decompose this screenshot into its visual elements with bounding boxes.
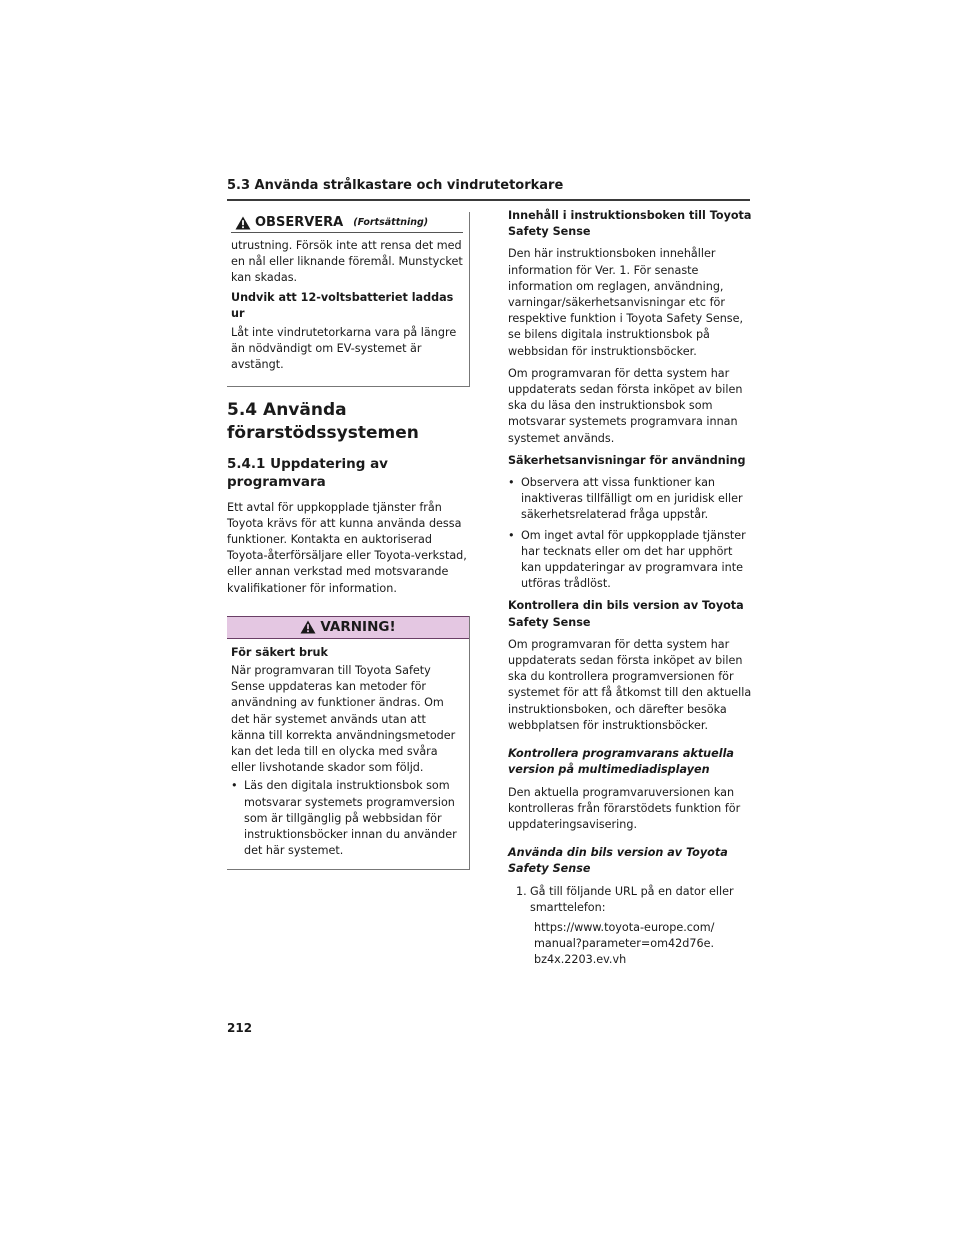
section-title: 5.4 Använda förarstödssystemen (227, 399, 419, 443)
step-text: Gå till följande URL på en dator eller smarttelefon: (530, 884, 734, 914)
list-item: • Om inget avtal för uppkopplade tjänster har tecknats eller om det har upphört kan uppdateringar av programvara inte utföras trådlöst. (508, 528, 746, 591)
step-number: 1. (516, 884, 527, 898)
warning-title: VARNING! (320, 619, 396, 636)
observera-heading: Undvik att 12-voltsbatteriet laddas ur (231, 290, 454, 320)
observera-continuation: utrustning. Försök inte att rensa det med en nål eller liknande föremål. Munstycket kan skadas. (231, 239, 463, 285)
left-column (227, 212, 470, 870)
subsection-title: 5.4.1 Uppdatering av programvara (227, 455, 388, 490)
header-rule (227, 199, 750, 201)
manual-url-link[interactable]: https://www.toyota-europe.com/ manual?parameter=om42d76e. bz4x.2203.ev.vh (534, 920, 715, 967)
heading-safety: Säkerhetsanvisningar för användning (508, 453, 746, 467)
warning-triangle-icon (235, 216, 251, 230)
warning-bullets (231, 778, 463, 859)
heading-use-version: Använda din bils version av Toyota Safety Sense (508, 846, 728, 876)
page-number: 212 (227, 1021, 253, 1035)
warning-text: När programvaran till Toyota Safety Sense uppdateras kan metoder för användning av funktioner ändras. Om det här systemet används utan att känna till korrekta användningsmetoder kan det leda till en olycka med svåra eller livshotande skador som följd. (231, 664, 456, 775)
intro-paragraph: Ett avtal för uppkopplade tjänster från Toyota krävs för att kunna använda dessa funktioner. Kontakta en auktoriserad Toyota-återförsäljare eller Toyota-verkstad, eller annan verkstad med motsvarande kvalifikationer för information. (227, 500, 467, 595)
paragraph-multimedia: Den aktuella programvaruversionen kan kontrolleras från förarstödets funktion för uppdateringsavisering. (508, 785, 741, 831)
heading-contents: Innehåll i instruktionsboken till Toyota Safety Sense (508, 209, 752, 239)
step-1 (508, 884, 753, 969)
observera-title: OBSERVERA (255, 215, 344, 230)
safety-bullets (508, 475, 753, 592)
list-item: • Observera att vissa funktioner kan inaktiveras tillfälligt om en juridisk eller säkerhetsrelaterad fråga uppstår. (508, 476, 743, 522)
section-header: 5.3 Använda strålkastare och vindrutetorkare (227, 178, 564, 193)
heading-multimedia: Kontrollera programvarans aktuella version på multimediadisplayen (508, 747, 734, 777)
right-column (508, 208, 753, 975)
heading-check-version: Kontrollera din bils version av Toyota Safety Sense (508, 599, 744, 629)
paragraph-check-version: Om programvaran för detta system har uppdaterats sedan första inköpet av bilen ska du kontrollera programversionen för systemet för att få åtkomst till den aktuella instruktionsboken, och därefter besöka webbplatsen för instruktionsböcker. (508, 637, 752, 732)
observera-box (227, 212, 470, 387)
paragraph-contents: Den här instruktionsboken innehåller information för Ver. 1. För senaste information om reglagen, användning, varningar/säkerhetsanvisningar etc för respektive funktion i Toyota Safety Sense, se bilens digitala instruktionsbok på webbsidan för instruktionsböcker. (508, 247, 744, 358)
warning-box (227, 616, 470, 871)
observera-header (231, 215, 463, 233)
list-item: • Läs den digitala instruktionsbok som motsvarar systemets programversion som är tillgänglig på webbsidan för instruktionsböcker innan du använder det här systemet. (231, 779, 457, 858)
paragraph-updated: Om programvaran för detta system har uppdaterats sedan första inköpet av bilen ska du läsa den instruktionsbok som motsvarar systemets programvara innan systemet används. (508, 366, 743, 445)
warning-header (227, 616, 469, 639)
observera-text: Låt inte vindrutetorkarna vara på längre än nödvändigt om EV-systemet är avstängt. (231, 326, 457, 372)
warning-triangle-icon (300, 620, 316, 634)
observera-subtitle: (Fortsättning) (353, 217, 429, 228)
warning-body (227, 639, 469, 870)
warning-heading: För säkert bruk (231, 645, 328, 659)
